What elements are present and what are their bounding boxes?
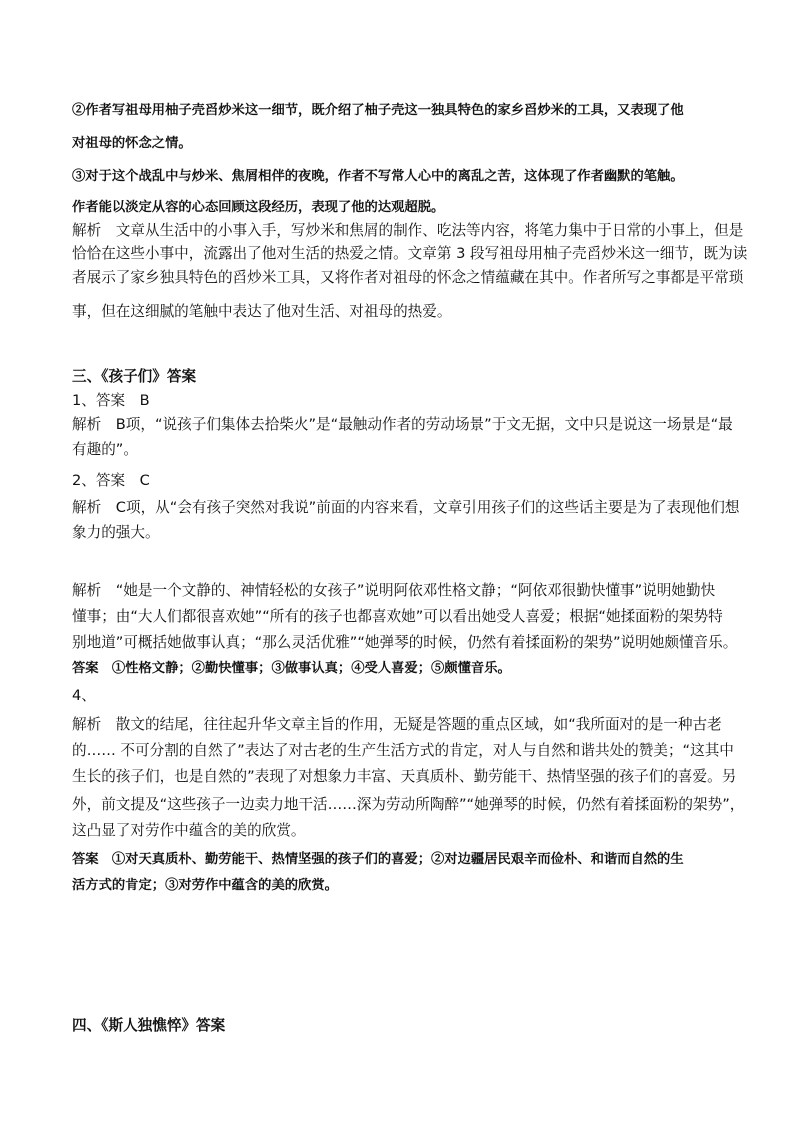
section-title-3: 三、《孩子们》答案 — [72, 368, 197, 385]
analysis-line: 者展示了家乡独具特色的舀炒米工具，又将作者对祖母的怀念之情蕴藏在其中。作者所写之事都是平常琐 — [72, 269, 744, 286]
q2-analysis-line: 象力的强大。 — [72, 524, 160, 541]
q2-analysis-line: 解析 C项，从“会有孩子突然对我说”前面的内容来看，文章引用孩子们的这些话主要是为了表现他们想 — [72, 499, 740, 516]
answer-line-3: ③对于这个战乱中与炒米、焦屑相伴的夜晚，作者不写常人心中的离乱之苦，这体现了作者幽默的笔触。 — [72, 169, 684, 184]
q4-number: 4、 — [72, 687, 96, 704]
q1-analysis-line: 解析 B项，“说孩子们集体去拾柴火”是“最触动作者的劳动场景”于文无据，文中只是说这一场景是“最 — [72, 416, 733, 433]
section-title-4: 四、《斯人独憔悴》答案 — [72, 1017, 226, 1034]
answer-line-2-cont: 对祖母的怀念之情。 — [72, 136, 192, 151]
analysis-line: 恰恰在这些小事中，流露出了他对生活的热爱之情。文章第 3 段写祖母用柚子壳舀炒米这一细节，既为读 — [72, 245, 748, 262]
answer-line-3-cont: 作者能以淡定从容的心态回顾这段经历，表现了他的达观超脱。 — [72, 200, 445, 215]
q4-analysis-line: 生长的孩子们，也是自然的”表现了对想象力丰富、天真质朴、勤劳能干、热情坚强的孩子们的喜爱。另 — [72, 768, 737, 785]
q4-answer-line: 活方式的肯定；③对劳作中蕴含的美的欣赏。 — [72, 878, 338, 893]
q2-answer: 2、答案 C — [72, 472, 150, 489]
analysis-line: 事，但在这细腻的笔触中表达了他对生活、对祖母的热爱。 — [72, 303, 452, 320]
q3-analysis-line: 懂事；由“大人们都很喜欢她”“所有的孩子也都喜欢她”可以看出她受人喜爱；根据“她揉面粉的架势特 — [72, 608, 723, 625]
q1-answer: 1、答案 B — [72, 392, 150, 409]
q4-answer-line: 答案 ①对天真质朴、勤劳能干、热情坚强的孩子们的喜爱；②对边疆居民艰辛而俭朴、和谐而自然的生 — [72, 852, 684, 867]
answer-line-2: ②作者写祖母用柚子壳舀炒米这一细节，既介绍了柚子壳这一独具特色的家乡舀炒米的工具，又表现了他 — [72, 103, 684, 118]
analysis-line: 解析 文章从生活中的小事入手，写炒米和焦屑的制作、吃法等内容，将笔力集中于日常的小事上，但是 — [72, 222, 744, 239]
q1-analysis-line: 有趣的”。 — [72, 441, 138, 458]
q3-answer: 答案 ①性格文静；②勤快懂事；③做事认真；④受人喜爱；⑤颇懂音乐。 — [72, 661, 511, 676]
q4-analysis-line: 解析 散文的结尾，往往起升华文章主旨的作用，无疑是答题的重点区域，如“我所面对的是一种古老 — [72, 716, 722, 733]
q4-analysis-line: 的…… 不可分割的自然了”表达了对古老的生产生活方式的肯定，对人与自然和谐共处的赞美；“这其中 — [72, 742, 734, 759]
q4-analysis-line: 这凸显了对劳作中蕴含的美的欣赏。 — [72, 822, 306, 839]
q3-analysis-line: 解析 “她是一个文静的、神情轻松的女孩子”说明阿依邓性格文静；“阿依邓很勤快懂事”说明她勤快 — [72, 582, 716, 599]
q4-analysis-line: 外，前文提及“这些孩子一边卖力地干活……深为劳动所陶醉”“她弹琴的时候，仍然有着揉面粉的架势”， — [72, 796, 745, 813]
q3-analysis-line: 别地道”可概括她做事认真；“那么灵活优雅”“她弹琴的时候，仍然有着揉面粉的架势”说明她颇懂音乐。 — [72, 634, 738, 651]
